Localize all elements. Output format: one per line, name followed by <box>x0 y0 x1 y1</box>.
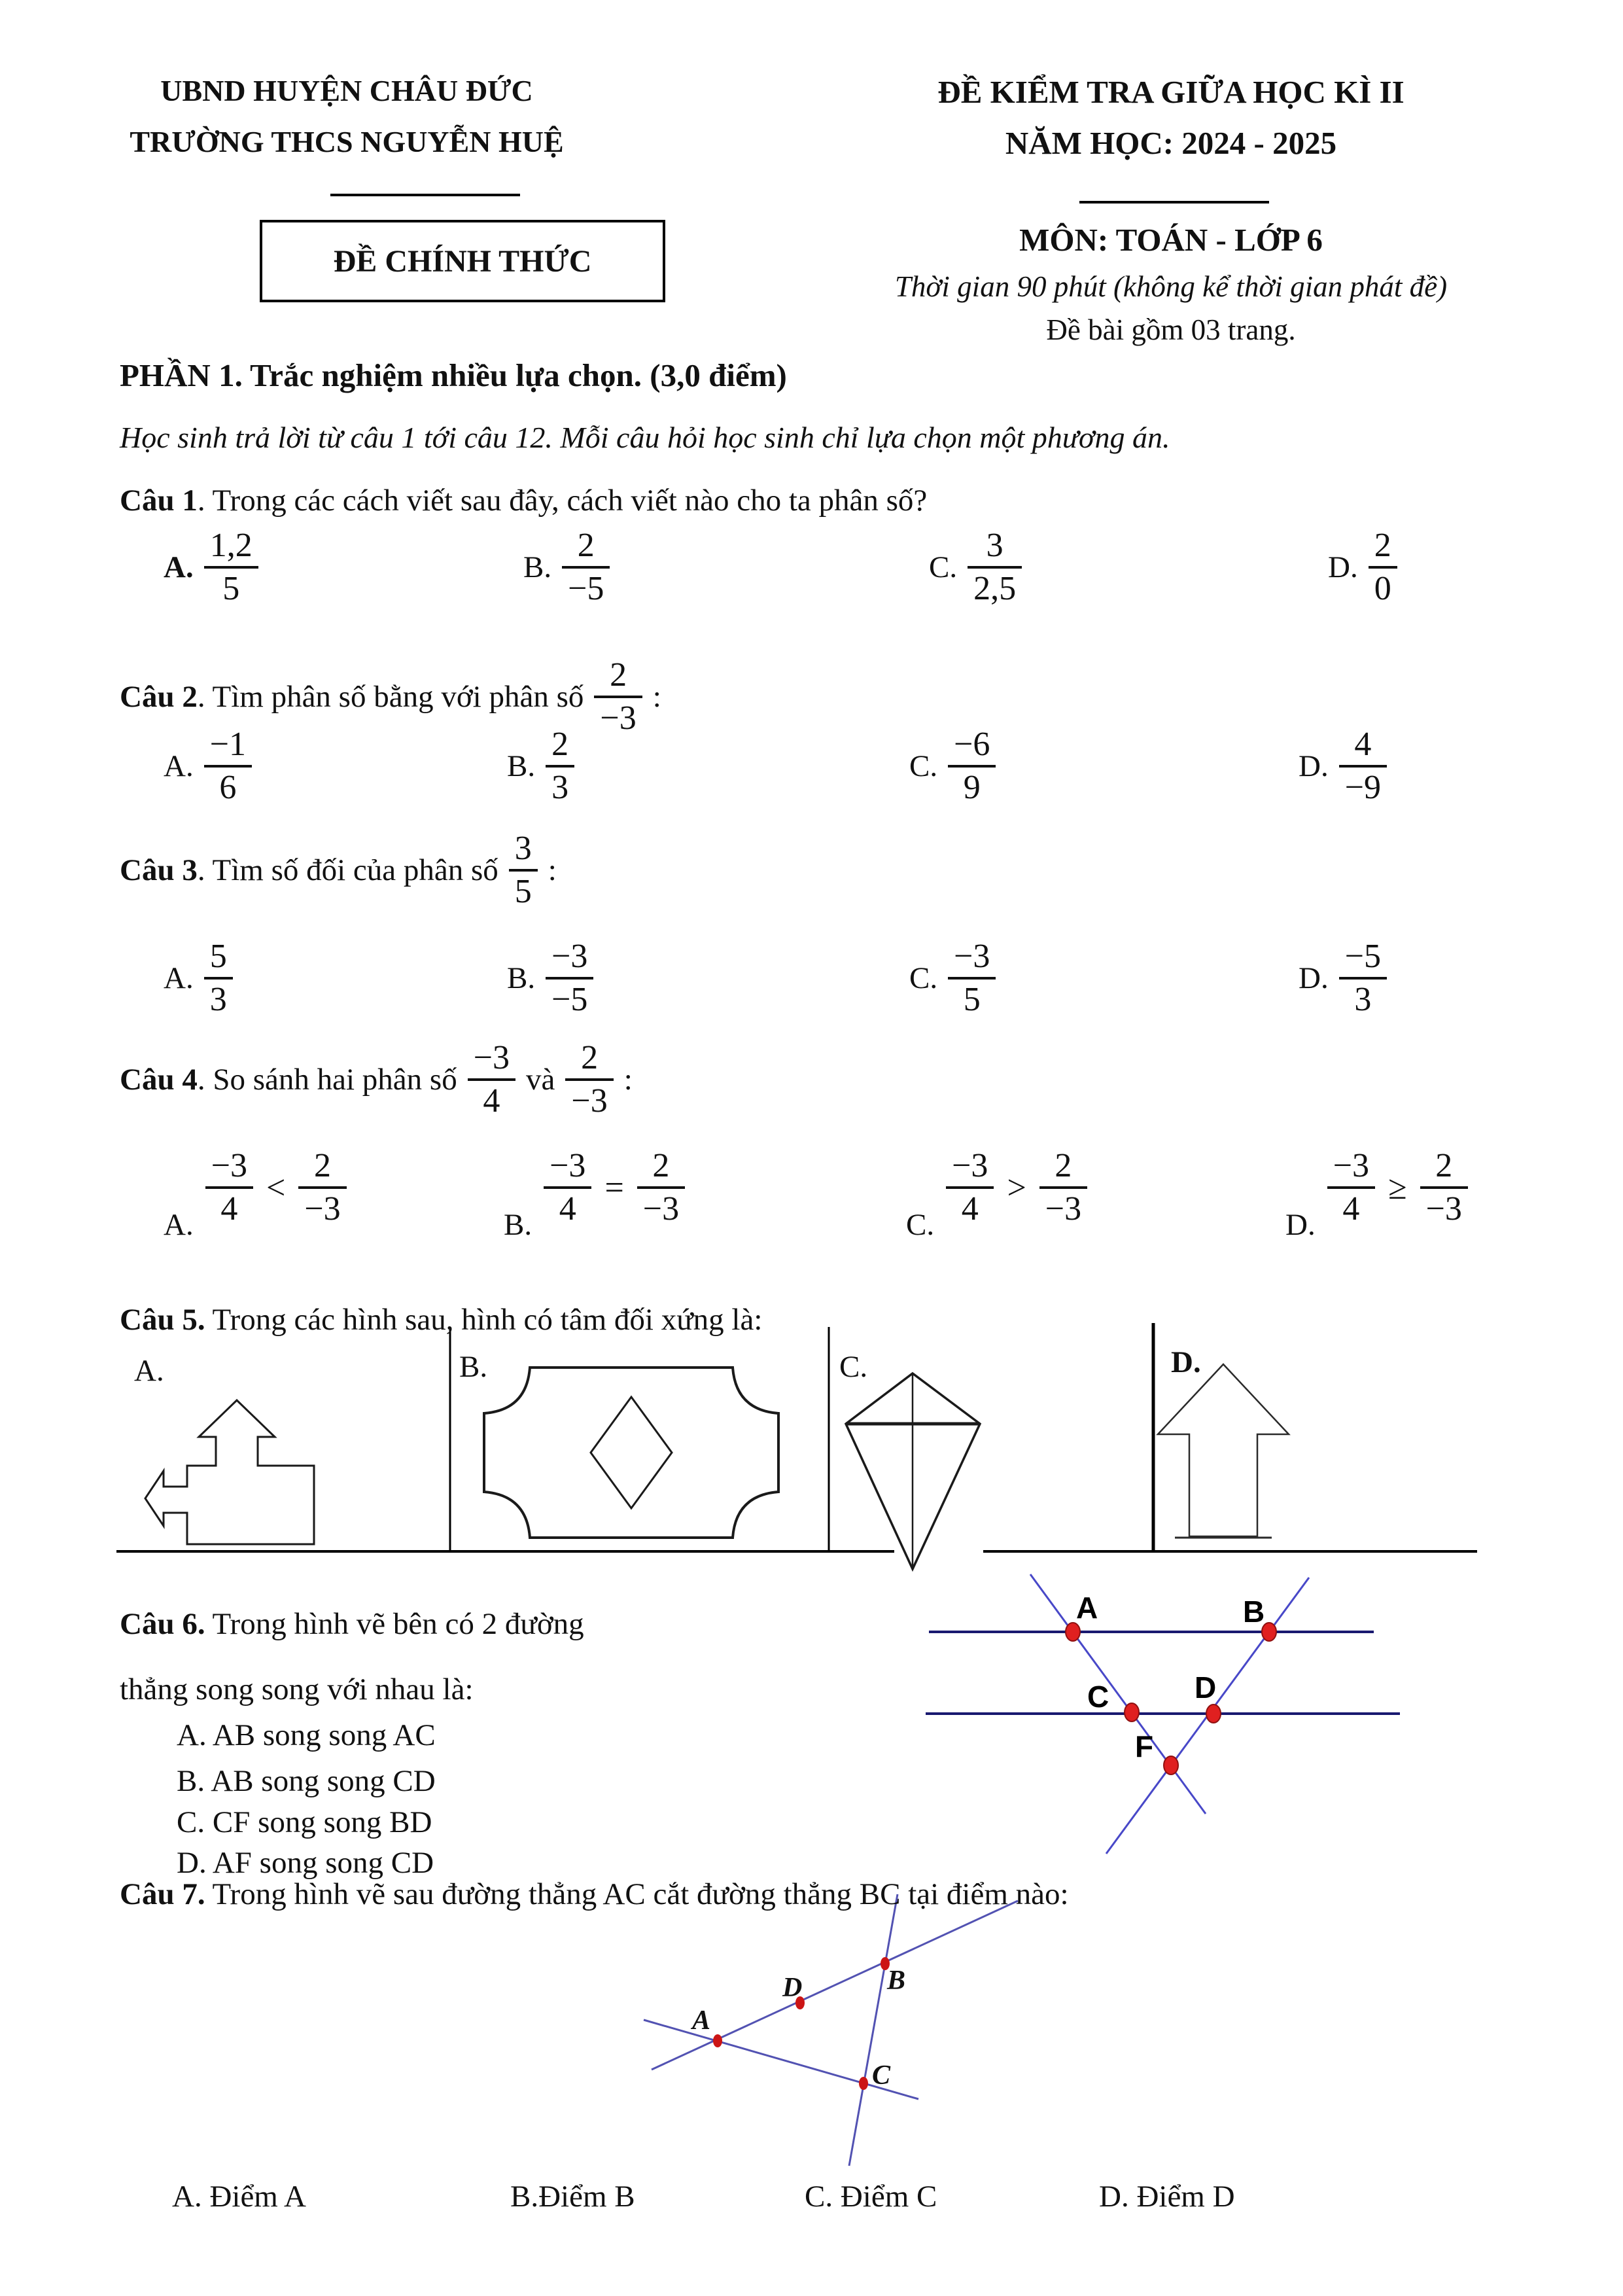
fraction-denominator: 6 <box>219 769 237 806</box>
option-label: B. <box>507 749 536 783</box>
shape-c-kite-icon <box>846 1373 980 1569</box>
option-label: B. <box>507 961 536 995</box>
q6-option-b: B. AB song song CD <box>177 1764 436 1798</box>
fraction-bar <box>544 1186 591 1189</box>
fraction-bar <box>594 696 642 698</box>
q2-option-b <box>507 717 574 815</box>
fraction-numerator: 2 <box>314 1146 332 1184</box>
fraction <box>509 830 538 911</box>
page-count-line: Đề bài gồm 03 trang. <box>1046 313 1296 346</box>
fraction <box>637 1147 685 1228</box>
fraction <box>204 726 252 807</box>
fraction-numerator: 2 <box>1374 526 1391 564</box>
fraction-bar <box>546 765 574 768</box>
question-2-number: Câu 2 <box>120 680 198 714</box>
question-3 <box>120 811 557 929</box>
fraction-numerator: −3 <box>211 1146 248 1184</box>
fraction <box>562 527 610 608</box>
shape-a-composite-arrow-icon <box>145 1400 314 1544</box>
question-6-text-line1: Trong hình vẽ bên có 2 đường <box>205 1607 584 1641</box>
fraction-denominator: 3 <box>1354 981 1372 1018</box>
fraction-numerator: 2 <box>652 1146 670 1184</box>
question-5-number: Câu 5. <box>120 1303 205 1337</box>
fraction-bar <box>948 765 996 768</box>
point-B-label: B <box>887 1966 906 1996</box>
fraction-bar <box>204 977 233 980</box>
point-D-label: D <box>782 1973 803 2003</box>
duration-line: Thời gian 90 phút (không kể thời gian phát đề) <box>894 270 1448 303</box>
fraction <box>1327 1147 1375 1228</box>
fraction-denominator: 4 <box>220 1190 238 1227</box>
question-2-text: . Tìm phân số bằng với phân số <box>197 680 584 714</box>
fraction-numerator: 2 <box>1055 1146 1072 1184</box>
fraction-denominator: −3 <box>1425 1190 1462 1227</box>
fraction-bar <box>204 765 252 768</box>
fraction-bar <box>1369 566 1397 569</box>
point-C-marker <box>1125 1703 1139 1722</box>
fraction-numerator: −3 <box>1333 1146 1370 1184</box>
fraction-bar <box>1339 765 1387 768</box>
q3-option-c <box>909 929 996 1027</box>
comparison-operator: > <box>1007 1169 1026 1207</box>
question-5 <box>120 1302 762 1337</box>
question-4 <box>120 1021 633 1139</box>
fraction-denominator: −3 <box>304 1190 341 1227</box>
fraction <box>946 1147 994 1228</box>
point-C-label: C <box>1087 1680 1109 1714</box>
fraction-denominator: −5 <box>568 570 604 607</box>
fraction-bar <box>1039 1186 1087 1189</box>
point-D-marker <box>1206 1704 1221 1723</box>
fraction-bar <box>1339 977 1387 980</box>
fraction-denominator: 4 <box>1342 1190 1360 1227</box>
shape-d-up-arrow-icon <box>1158 1364 1289 1538</box>
fraction-numerator: −3 <box>952 1146 988 1184</box>
fraction-bar <box>546 977 593 980</box>
option-label: B. <box>523 550 552 584</box>
point-B-label: B <box>1243 1595 1265 1629</box>
fraction <box>546 726 574 807</box>
fraction <box>544 1147 591 1228</box>
fraction-bar <box>562 566 610 569</box>
q7-answer-b: B.Điểm B <box>510 2180 635 2214</box>
fraction-denominator: 5 <box>514 873 532 910</box>
fraction-bar <box>1420 1186 1468 1189</box>
option-label: C. <box>929 550 958 584</box>
point-C-label: C <box>872 2060 891 2091</box>
fraction-numerator: −1 <box>209 725 247 763</box>
q4-option-d <box>1285 1135 1468 1240</box>
q3-option-a <box>164 929 233 1027</box>
fraction-numerator: −5 <box>1344 937 1382 975</box>
fraction-denominator: −9 <box>1344 769 1382 806</box>
option-label: B. <box>504 1208 532 1242</box>
question-7-number: Câu 7. <box>120 1877 205 1911</box>
q5-cell-c-label: C. <box>839 1350 868 1384</box>
question-5-text: Trong các hình sau, hình có tâm đối xứng là: <box>205 1303 763 1337</box>
fraction <box>968 527 1022 608</box>
option-label: A. <box>164 1208 194 1242</box>
fraction-denominator: −3 <box>1045 1190 1082 1227</box>
q2-option-c <box>909 717 996 815</box>
q3-option-b <box>507 929 593 1027</box>
question-7 <box>120 1877 1526 1912</box>
fraction <box>298 1147 346 1228</box>
fraction <box>204 527 258 608</box>
q3-option-d <box>1299 929 1387 1027</box>
fraction <box>948 938 996 1019</box>
part1-heading: PHẦN 1. Trắc nghiệm nhiều lựa chọn. (3,0 điểm) <box>120 357 787 393</box>
school-authority: UBND HUYỆN CHÂU ĐỨC <box>160 74 533 107</box>
q4-option-b <box>504 1135 685 1240</box>
question-1-number: Câu 1 <box>120 484 198 518</box>
fraction-bar <box>948 977 996 980</box>
q5-cell-b-label: B. <box>459 1350 488 1384</box>
q7-answer-d: D. Điểm D <box>1099 2180 1235 2214</box>
question-3-number: Câu 3 <box>120 853 198 887</box>
fraction-numerator: 2 <box>1435 1146 1453 1184</box>
fraction-numerator: −3 <box>551 937 588 975</box>
fraction-numerator: 1,2 <box>209 526 253 564</box>
question-3-colon: : <box>548 853 557 887</box>
option-label: D. <box>1328 550 1358 584</box>
point-A-label: A <box>692 2005 711 2036</box>
option-label: C. <box>909 749 938 783</box>
option-label: D. <box>1299 961 1329 995</box>
option-label: C. <box>909 961 938 995</box>
fraction-denominator: 0 <box>1374 570 1391 607</box>
option-label: D. <box>1299 749 1329 783</box>
school-year: NĂM HỌC: 2024 - 2025 <box>1005 125 1337 161</box>
question-4-mid-text: và <box>526 1063 555 1097</box>
fraction-numerator: −3 <box>550 1146 586 1184</box>
exam-title: ĐỀ KIỂM TRA GIỮA HỌC KÌ II <box>937 74 1405 110</box>
q1-option-a <box>164 518 258 616</box>
comparison-operator: ≥ <box>1388 1169 1407 1207</box>
q6-option-c: C. CF song song BD <box>177 1805 432 1839</box>
fraction <box>1339 726 1387 807</box>
question-4-number: Câu 4 <box>120 1063 198 1097</box>
fraction-bar <box>968 566 1022 569</box>
q7-answer-a: A. Điểm A <box>172 2180 306 2214</box>
shape-b-plaque-diamond-icon <box>484 1368 778 1538</box>
question-6 <box>120 1606 879 1642</box>
q5-grid <box>116 1323 1477 1551</box>
question-2-colon: : <box>652 680 661 714</box>
fraction <box>1039 1147 1087 1228</box>
fraction-bar <box>1327 1186 1375 1189</box>
fraction-numerator: 2 <box>581 1038 599 1076</box>
fraction-bar <box>637 1186 685 1189</box>
fraction <box>594 656 642 737</box>
fraction <box>205 1147 253 1228</box>
point-A-label: A <box>1076 1591 1098 1625</box>
fraction-bar <box>298 1186 346 1189</box>
header-underline <box>330 194 520 196</box>
q4-option-c <box>906 1135 1087 1240</box>
fraction-denominator: −5 <box>551 981 588 1018</box>
fraction-numerator: −6 <box>954 725 990 763</box>
fraction-bar <box>204 566 258 569</box>
fraction-bar <box>509 869 538 872</box>
point-A-marker <box>713 2034 722 2047</box>
option-label: A. <box>164 749 194 783</box>
question-7-text: Trong hình vẽ sau đường thẳng AC cắt đường thẳng BC tại điểm nào: <box>205 1877 1069 1911</box>
part1-instruction: Học sinh trả lời từ câu 1 tới câu 12. Mỗi câu hỏi học sinh chỉ lựa chọn một phương án. <box>120 421 1170 454</box>
fraction-numerator: 2 <box>610 656 627 694</box>
question-4-colon: : <box>623 1063 633 1097</box>
q7-answer-c: C. Điểm C <box>805 2180 937 2214</box>
q1-option-b <box>523 518 610 616</box>
fraction-numerator: 4 <box>1354 725 1372 763</box>
fraction-denominator: −3 <box>571 1082 608 1120</box>
q6-option-a: A. AB song song AC <box>177 1718 436 1752</box>
option-label: A. <box>164 961 194 995</box>
fraction-denominator: 4 <box>483 1082 500 1120</box>
fraction <box>546 938 593 1019</box>
fraction-numerator: −3 <box>473 1038 510 1076</box>
q1-option-d <box>1328 518 1397 616</box>
point-A-marker <box>1066 1623 1080 1641</box>
q2-option-a <box>164 717 252 815</box>
fraction-bar <box>565 1078 613 1081</box>
fraction-numerator: 2 <box>551 725 569 763</box>
fraction <box>204 938 233 1019</box>
fraction-bar <box>946 1186 994 1189</box>
comparison-operator: < <box>266 1169 286 1207</box>
fraction-denominator: 3 <box>209 981 227 1018</box>
comparison-operator: = <box>604 1169 624 1207</box>
fraction-numerator: −3 <box>954 937 990 975</box>
option-label: C. <box>906 1208 935 1242</box>
q2-option-d <box>1299 717 1387 815</box>
fraction-denominator: −3 <box>642 1190 680 1227</box>
point-C-marker <box>859 2077 868 2090</box>
fraction-denominator: 3 <box>551 769 569 806</box>
fraction-numerator: 3 <box>986 526 1003 564</box>
point-D-label: D <box>1195 1670 1217 1704</box>
fraction-denominator: 5 <box>963 981 981 1018</box>
fraction <box>1339 938 1387 1019</box>
fraction-numerator: 3 <box>514 829 532 867</box>
q5-cell-a-label: A. <box>134 1354 164 1388</box>
fraction <box>1420 1147 1468 1228</box>
fraction-denominator: 2,5 <box>973 570 1017 607</box>
subject-line: MÔN: TOÁN - LỚP 6 <box>1019 222 1323 258</box>
option-label: A. <box>164 550 194 584</box>
header-underline <box>1079 201 1269 203</box>
question-6-number: Câu 6. <box>120 1607 205 1641</box>
fraction-denominator: 9 <box>963 769 981 806</box>
fraction <box>468 1039 515 1120</box>
point-F-marker <box>1164 1756 1178 1775</box>
fraction-bar <box>468 1078 515 1081</box>
q4-option-a <box>164 1135 347 1240</box>
question-3-text: . Tìm số đối của phân số <box>197 853 498 887</box>
fraction <box>948 726 996 807</box>
question-1 <box>120 483 927 518</box>
fraction-denominator: −3 <box>600 699 637 737</box>
question-4-text: . So sánh hai phân số <box>197 1063 457 1097</box>
fraction <box>1369 527 1397 608</box>
fraction-denominator: 5 <box>222 570 240 607</box>
option-label: D. <box>1285 1208 1316 1242</box>
q6-figure <box>926 1574 1400 1854</box>
school-name: TRƯỜNG THCS NGUYỄN HUỆ <box>130 125 564 158</box>
fraction-bar <box>205 1186 253 1189</box>
official-exam-stamp: ĐỀ CHÍNH THỨC <box>260 220 665 302</box>
question-1-text: . Trong các cách viết sau đây, cách viết nào cho ta phân số? <box>197 484 928 518</box>
point-F-label: F <box>1135 1729 1154 1763</box>
fraction-denominator: 4 <box>961 1190 979 1227</box>
fraction-denominator: 4 <box>559 1190 576 1227</box>
q5-cell-d-label: D. <box>1171 1345 1201 1379</box>
fraction-numerator: 2 <box>577 526 595 564</box>
fraction-numerator: 5 <box>209 937 227 975</box>
question-6-text-line2: thẳng song song với nhau là: <box>120 1672 474 1706</box>
fraction <box>565 1039 613 1120</box>
q1-option-c <box>929 518 1022 616</box>
q6-option-d: D. AF song song CD <box>177 1846 434 1880</box>
